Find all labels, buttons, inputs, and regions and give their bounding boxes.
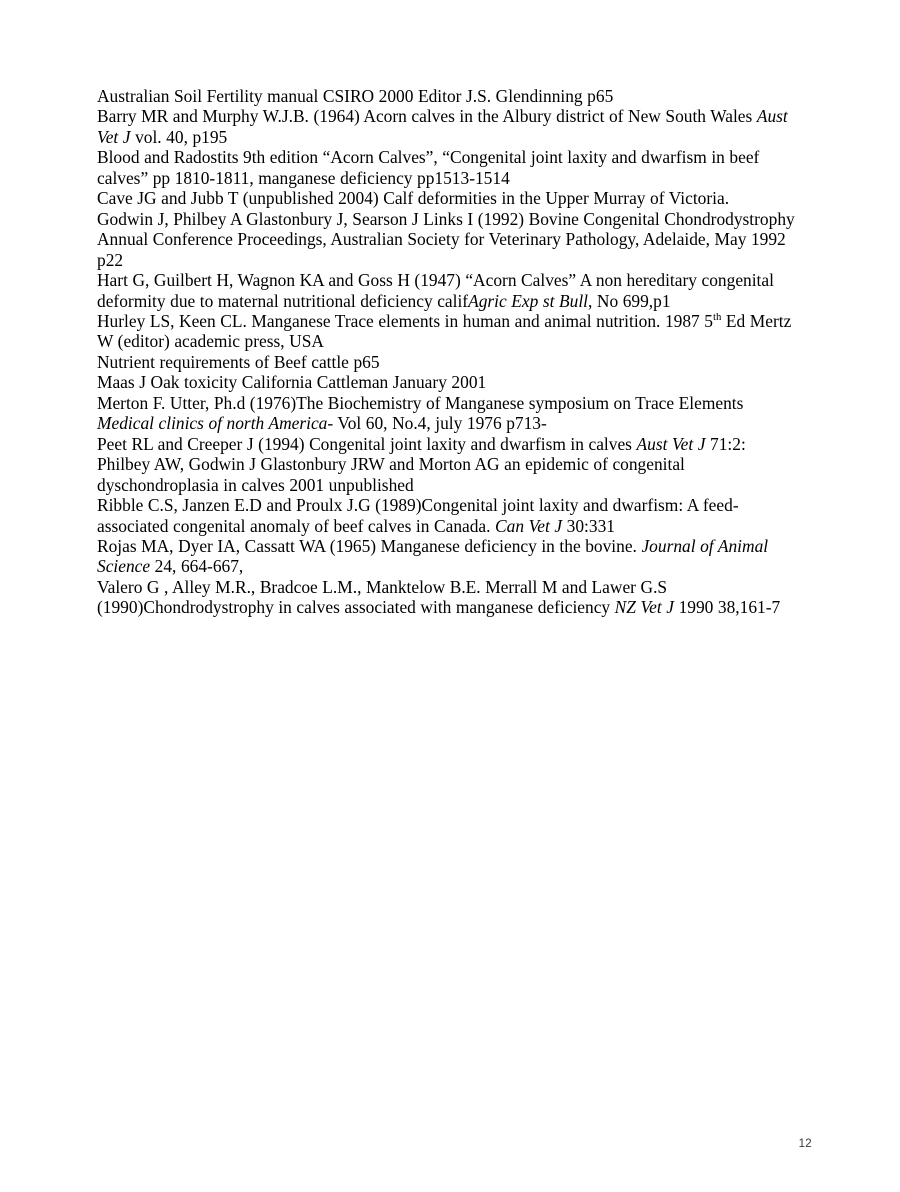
reference-entry	[97, 372, 797, 392]
reference-entry	[97, 393, 797, 434]
reference-text: 24, 664-667,	[150, 556, 244, 577]
reference-text: Barry MR and Murphy W.J.B. (1964) Acorn calves in the Albury district of New South Wales	[97, 106, 757, 127]
reference-text: Hurley LS, Keen CL. Manganese Trace elements in human and animal nutrition. 1987 5	[97, 310, 713, 331]
reference-text: Maas J Oak toxicity California Cattleman January 2001	[97, 372, 487, 393]
reference-title-italic: Agric Exp st Bull	[468, 290, 588, 311]
reference-entry	[97, 352, 797, 372]
page-number: 12	[798, 1138, 812, 1150]
reference-text: Ed Mertz W (editor) academic press, USA	[97, 310, 792, 352]
reference-text: Cave JG and Jubb T (unpublished 2004) Calf deformities in the Upper Murray of Victoria.	[97, 188, 730, 209]
reference-text: 1990 38,161-7	[674, 597, 781, 618]
reference-text: Peet RL and Creeper J (1994) Congenital joint laxity and dwarfism in calves	[97, 433, 637, 454]
reference-entry	[97, 577, 797, 618]
reference-text: Nutrient requirements of Beef cattle p65	[97, 351, 380, 372]
reference-title-italic: Can Vet J	[495, 515, 563, 536]
reference-text: Godwin J, Philbey A Glastonbury J, Searson J Links I (1992) Bovine Congenital Chondrodystrophy Annual Conference Proceedings, Australian Society for Veterinary Pathology, Adelaide, May 1992 p22	[97, 208, 795, 270]
reference-text: vol. 40, p195	[130, 126, 228, 147]
reference-entry	[97, 311, 797, 352]
reference-text: Vol 60, No.4, july 1976 p713-	[333, 413, 547, 434]
reference-text: Philbey AW, Godwin J Glastonbury JRW and Morton AG an epidemic of congenital dyschondroplasia in calves 2001 unpublished	[97, 454, 685, 495]
reference-entry	[97, 209, 797, 270]
reference-entry	[97, 188, 797, 208]
reference-text: , No 699,p1	[588, 290, 671, 311]
reference-text: Australian Soil Fertility manual CSIRO 2000 Editor J.S. Glendinning p65	[97, 86, 614, 106]
reference-title-italic: Aust Vet J	[97, 106, 788, 147]
reference-text: 71:2:	[705, 433, 746, 454]
reference-entry	[97, 270, 797, 311]
reference-entry	[97, 495, 797, 536]
reference-text: Ribble C.S, Janzen E.D and Proulx J.G (1989)Congenital joint laxity and dwarfism: A feed- associated congenital anomaly of beef calves in Canada.	[97, 495, 739, 536]
reference-text: Valero G , Alley M.R., Bradcoe L.M., Manktelow B.E. Merrall M and Lawer G.S (1990)Chondrodystrophy in calves associated with manganese deficiency	[97, 576, 668, 618]
reference-text: Merton F. Utter, Ph.d (1976)The Biochemistry of Manganese symposium on Trace Elements	[97, 392, 744, 413]
reference-title-italic: NZ Vet J	[614, 597, 675, 618]
reference-entry	[97, 86, 797, 106]
reference-title-italic: Aust Vet J	[636, 433, 706, 454]
reference-entry	[97, 147, 797, 188]
reference-entry	[97, 536, 797, 577]
reference-text: 30:331	[562, 515, 615, 536]
reference-list	[97, 86, 797, 618]
reference-text: Rojas MA, Dyer IA, Cassatt WA (1965) Manganese deficiency in the bovine.	[97, 535, 642, 556]
reference-title-italic: Journal of Animal Science	[97, 535, 769, 577]
reference-text: Hart G, Guilbert H, Wagnon KA and Goss H (1947) “Acorn Calves” A non hereditary congenital deformity due to maternal nutritional deficiency calif	[97, 270, 774, 311]
reference-entry	[97, 434, 797, 454]
reference-entry	[97, 454, 797, 495]
reference-title-italic: Medical clinics of north America-	[97, 413, 334, 434]
ordinal-superscript: th	[712, 311, 722, 324]
reference-text: Blood and Radostits 9th edition “Acorn Calves”, “Congenital joint laxity and dwarfism in beef calves” pp 1810-1811, manganese deficiency pp1513-1514	[97, 147, 760, 188]
reference-entry	[97, 106, 797, 147]
